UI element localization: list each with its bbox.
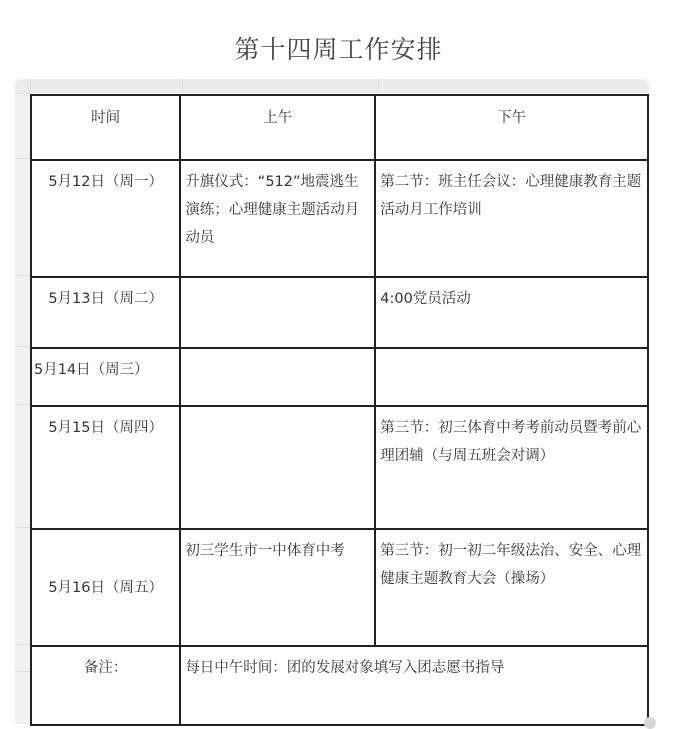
- note-row: [31, 646, 648, 725]
- schedule-table: [30, 94, 649, 726]
- row-morning: [180, 348, 375, 406]
- scroll-handle[interactable]: [644, 717, 656, 729]
- row-date: 5月15日（周四）: [31, 406, 180, 529]
- row-morning: [180, 406, 375, 529]
- header-afternoon: 下午: [375, 95, 648, 160]
- table-row: [31, 406, 648, 529]
- table-row: [31, 348, 648, 406]
- row-date: 5月16日（周五）: [31, 529, 180, 646]
- note-text: 每日中午时间：团的发展对象填写入团志愿书指导: [180, 646, 648, 725]
- row-morning: 升旗仪式：“512”地震逃生演练；心理健康主题活动月动员: [180, 160, 375, 277]
- row-afternoon: 第二节：班主任会议：心理健康教育主题活动月工作培训: [375, 160, 648, 277]
- row-morning: 初三学生市一中体育中考: [180, 529, 375, 646]
- header-time: 时间: [31, 95, 180, 160]
- row-date: 5月13日（周二）: [31, 277, 180, 348]
- table-row: [31, 160, 648, 277]
- row-afternoon: 第三节：初一初二年级法治、安全、心理健康主题教育大会（操场）: [375, 529, 648, 646]
- row-afternoon: 第三节：初三体育中考考前动员暨考前心理团辅（与周五班会对调）: [375, 406, 648, 529]
- row-date: 5月14日（周三）: [31, 348, 180, 406]
- row-date: 5月12日（周一）: [31, 160, 180, 277]
- column-ruler: [15, 79, 649, 93]
- header-morning: 上午: [180, 95, 375, 160]
- row-ruler: [15, 93, 30, 724]
- row-afternoon: 4:00党员活动: [375, 277, 648, 348]
- note-label: 备注：: [31, 646, 180, 725]
- row-afternoon: [375, 348, 648, 406]
- page-title: 第十四周工作安排: [234, 35, 443, 64]
- table-row: [31, 529, 648, 646]
- row-morning: [180, 277, 375, 348]
- table-row: [31, 277, 648, 348]
- header-row: [31, 95, 648, 160]
